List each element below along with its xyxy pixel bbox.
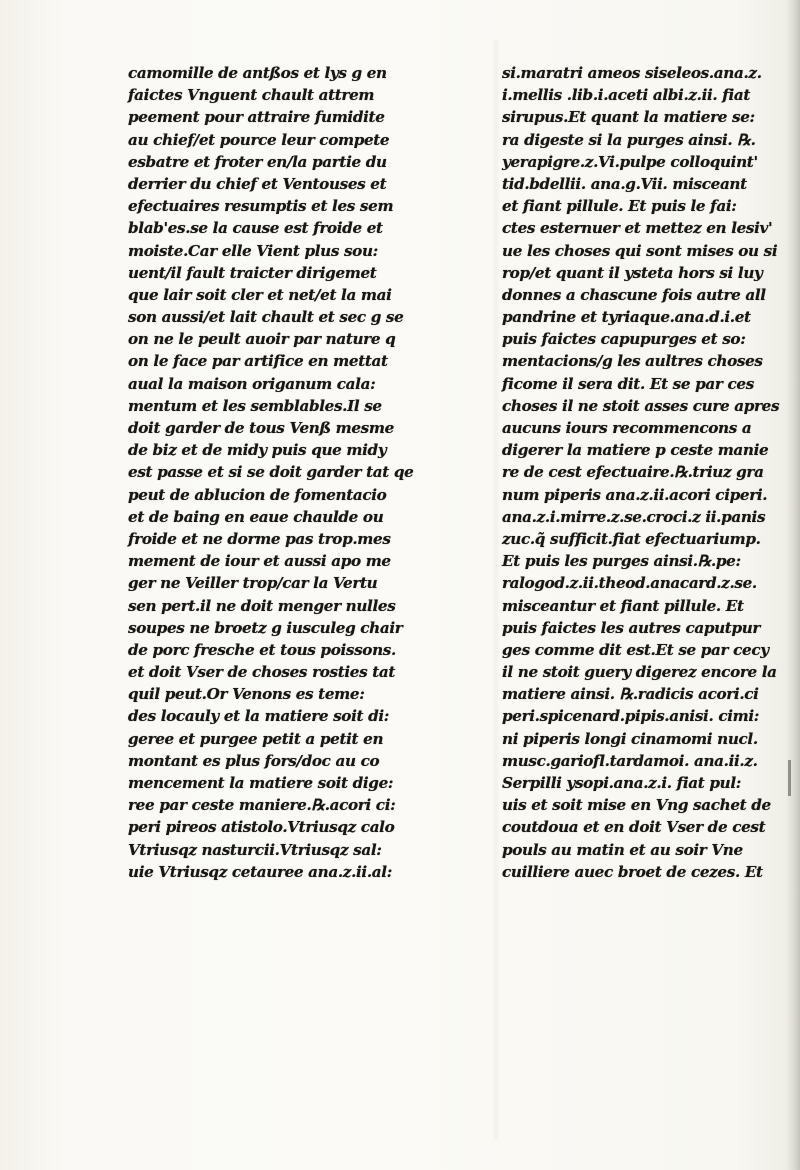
right-column-line: ges comme dit est.Et se par cecy	[502, 640, 769, 659]
right-column-line: choses il ne stoit asses cure apres	[502, 396, 780, 415]
left-column-line: on ne le peult auoir par nature q	[128, 330, 396, 349]
left-column-line: faictes Vnguent chault attrem	[128, 86, 375, 105]
left-column-line: et de baing en eaue chaulde ou	[128, 507, 384, 526]
right-column-line: Serpilli ysopi.ana.z.i. fiat pul:	[502, 774, 741, 792]
right-column-line: matiere ainsi. ℞.radicis acori.ci	[502, 685, 759, 704]
right-column-line: peri.spicenard.pipis.anisi. cimi:	[502, 707, 760, 726]
right-text-column	[502, 62, 784, 883]
left-column-line: Vtriusqz nasturcii.Vtriusqz sal:	[128, 840, 382, 859]
left-column-line: des locauly et la matiere soit di:	[128, 707, 390, 726]
left-column-line: aual la maison origanum cala:	[128, 374, 376, 393]
left-column-line: peut de ablucion de fomentacio	[128, 485, 387, 504]
right-column-line: il ne stoit guery digerez encore la	[502, 663, 777, 682]
left-column-line: mentum et les semblables.Il se	[128, 396, 382, 415]
left-column-line: sen pert.il ne doit menger nulles	[128, 596, 396, 615]
right-column-line: ni piperis longi cinamomi nucl.	[502, 729, 758, 748]
left-column-line: peri pireos atistolo.Vtriusqz calo	[128, 818, 395, 837]
left-column-line: quil peut.Or Venons es teme:	[128, 685, 365, 704]
right-column-line: musc.gariofl.tardamoi. ana.ii.z.	[502, 751, 758, 770]
right-column-line: sirupus.Et quant la matiere se:	[502, 108, 755, 127]
right-column-line: num piperis ana.z.ii.acori ciperi.	[502, 485, 768, 504]
right-column-line: puis faictes les autres caputpur	[502, 618, 761, 637]
left-column-line: de biz et de midy puis que midy	[128, 441, 387, 460]
right-column-line: Et puis les purges ainsi.℞.pe:	[502, 552, 741, 571]
right-column-line: yerapigre.z.Vi.pulpe colloquint'	[502, 152, 758, 171]
left-column-line: ree par ceste maniere.℞.acori ci:	[128, 796, 396, 815]
left-column-line: mencement la matiere soit dige:	[128, 774, 394, 792]
right-column-line: et fiant pillule. Et puis le fai:	[502, 197, 737, 216]
right-column-line: re de cest efectuaire.℞.triuz gra	[502, 463, 764, 482]
right-column-line: digerer la matiere p ceste manie	[502, 441, 769, 460]
right-column-line: coutdoua et en doit Vser de cest	[502, 818, 766, 837]
right-column-line: aucuns iours recommencons a	[502, 419, 752, 437]
left-column-line: son aussi/et lait chault et sec g se	[128, 308, 404, 327]
right-column-line: ue les choses qui sont mises ou si	[502, 241, 778, 260]
right-column-line: uis et soit mise en Vng sachet de	[502, 796, 771, 815]
column-gutter	[492, 40, 500, 1140]
right-column-line: pandrine et tyriaque.ana.d.i.et	[502, 308, 751, 327]
left-column-line: au chief/et pource leur compete	[128, 130, 390, 149]
right-column-line: pouls au matin et au soir Vne	[502, 840, 743, 859]
right-column-line: ana.z.i.mirre.z.se.croci.z ii.panis	[502, 507, 766, 526]
right-column-line: ctes esternuer et mettez en lesiv'	[502, 219, 773, 238]
left-column-line: on le face par artifice en mettat	[128, 352, 388, 371]
left-text-column	[128, 62, 492, 883]
left-column-line: et doit Vser de choses rosties tat	[128, 663, 396, 682]
left-column-line: montant es plus fors/doc au co	[128, 751, 380, 770]
left-column-line: que lair soit cler et net/et la mai	[128, 285, 392, 304]
right-column-line: puis faictes capupurges et so:	[502, 330, 746, 349]
right-column-line: ra digeste si la purges ainsi. ℞.	[502, 130, 756, 149]
left-column-line: efectuaires resumptis et les sem	[128, 197, 394, 216]
left-column-line: ger ne Veiller trop/car la Vertu	[128, 574, 378, 593]
left-column-line: moiste.Car elle Vient plus sou:	[128, 241, 378, 260]
left-column-line: uie Vtriusqz cetauree ana.z.ii.al:	[128, 862, 392, 881]
right-column-line: ficome il sera dit. Et se par ces	[502, 374, 754, 393]
left-column-line: de porc fresche et tous poissons.	[128, 640, 396, 659]
left-column-line: mement de iour et aussi apo me	[128, 552, 391, 571]
left-column-line: geree et purgee petit a petit en	[128, 729, 384, 748]
right-column-line: i.mellis .lib.i.aceti albi.z.ii. fiat	[502, 86, 751, 105]
right-column-line: mentacions/g les aultres choses	[502, 352, 763, 371]
left-column-line: froide et ne dorme pas trop.mes	[128, 529, 391, 548]
left-column-line: peement pour attraire fumidite	[128, 108, 385, 127]
left-column-line: soupes ne broetz g iusculeg chair	[128, 618, 403, 637]
left-column-line: blab'es.se la cause est froide et	[128, 219, 383, 238]
right-column-line: misceantur et fiant pillule. Et	[502, 596, 744, 615]
left-column-line: camomille de antßos et lys g en	[128, 64, 387, 82]
page-edge-shadow	[786, 0, 800, 1170]
right-column-line: donnes a chascune fois autre all	[502, 285, 766, 304]
left-column-line: esbatre et froter en/la partie du	[128, 152, 387, 171]
left-column-line: uent/il fault traicter dirigemet	[128, 263, 377, 282]
left-column-line: derrier du chief et Ventouses et	[128, 174, 387, 193]
right-column-line: si.maratri ameos siseleos.ana.z.	[502, 64, 762, 82]
right-column-line: ralogod.z.ii.theod.anacard.z.se.	[502, 574, 757, 593]
right-column-line: rop/et quant il ysteta hors si luy	[502, 263, 763, 282]
right-column-line: tid.bdellii. ana.g.Vii. misceant	[502, 174, 747, 193]
right-column-line: cuilliere auec broet de cezes. Et	[502, 862, 763, 881]
left-column-line: doit garder de tous Venß mesme	[128, 419, 394, 437]
right-column-line: zuc.q̃ sufficit.fiat efectuariump.	[502, 529, 761, 548]
left-column-line: est passe et si se doit garder tat qe	[128, 463, 414, 482]
